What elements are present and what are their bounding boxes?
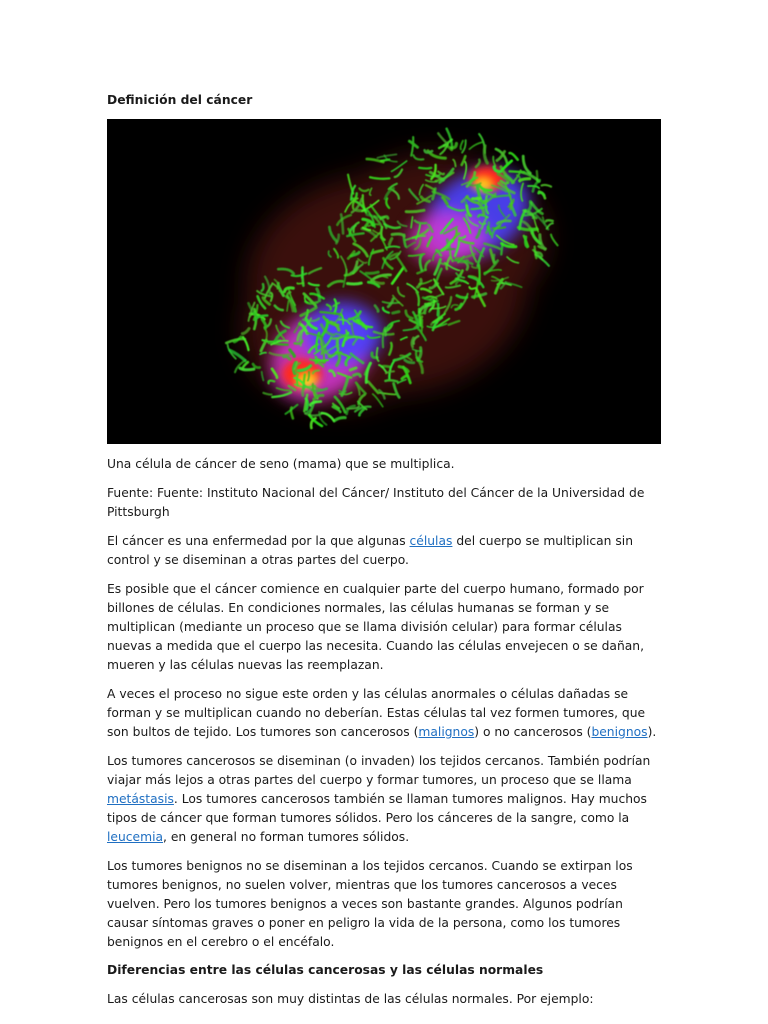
link-celulas[interactable]: células bbox=[409, 534, 453, 548]
paragraph-benign-tumors: Los tumores benignos no se diseminan a los tejidos cercanos. Cuando se extirpan los tumores benignos, no suelen volver, mientras que los tumores cancerosos a veces vuelven. Pero los tumores benignos a veces son bastante grandes. Algunos podrían causar síntomas graves o poner en peligro la vida de la persona, como los tumores benignos en el cerebro o el encéfalo. bbox=[107, 859, 633, 949]
document-body bbox=[107, 91, 663, 1009]
figure-caption: Una célula de cáncer de seno (mama) que se multiplica. bbox=[107, 457, 455, 471]
section-heading-differences: Diferencias entre las células cancerosas y las células normales bbox=[107, 963, 544, 977]
page-title: Definición del cáncer bbox=[107, 93, 253, 107]
cancer-cell-micrograph bbox=[107, 119, 661, 444]
paragraph-tumors: A veces el proceso no sigue este orden y las células anormales o células dañadas se forman y se multiplican cuando no deberían. Estas células tal vez formen tumores, que son bultos de tejido. Los tumores son cancerosos (malignos) o no cancerosos (benignos). bbox=[107, 687, 657, 739]
link-leucemia[interactable]: leucemia bbox=[107, 830, 164, 844]
link-malignos[interactable]: malignos bbox=[418, 725, 475, 739]
paragraph-cancerous-tumors: Los tumores cancerosos se diseminan (o invaden) los tejidos cercanos. También podrían viajar más lejos a otras partes del cuerpo y formar tumores, un proceso que se llama metástasis. Los tumores cancerosos también se llaman tumores malignos. Hay muchos tipos de cáncer que forman tumores sólidos. Pero los cánceres de la sangre, como la leucemia, en general no forman tumores sólidos. bbox=[107, 754, 651, 844]
figure-source: Fuente: Fuente: Instituto Nacional del Cáncer/ Instituto del Cáncer de la Universidad de Pittsburgh bbox=[107, 486, 645, 519]
link-benignos[interactable]: benignos bbox=[591, 725, 648, 739]
paragraph-differences-intro: Las células cancerosas son muy distintas de las células normales. Por ejemplo: bbox=[107, 992, 594, 1006]
paragraph-cell-division: Es posible que el cáncer comience en cualquier parte del cuerpo humano, formado por billones de células. En condiciones normales, las células humanas se forman y se multiplican (mediante un proceso que se llama división celular) para formar células nuevas a medida que el cuerpo las necesita. Cuando las células envejecen o se dañan, mueren y las células nuevas las reemplazan. bbox=[107, 582, 644, 672]
link-metastasis[interactable]: metástasis bbox=[107, 792, 174, 806]
paragraph-definition: El cáncer es una enfermedad por la que algunas células del cuerpo se multiplican sin control y se diseminan a otras partes del cuerpo. bbox=[107, 534, 634, 567]
